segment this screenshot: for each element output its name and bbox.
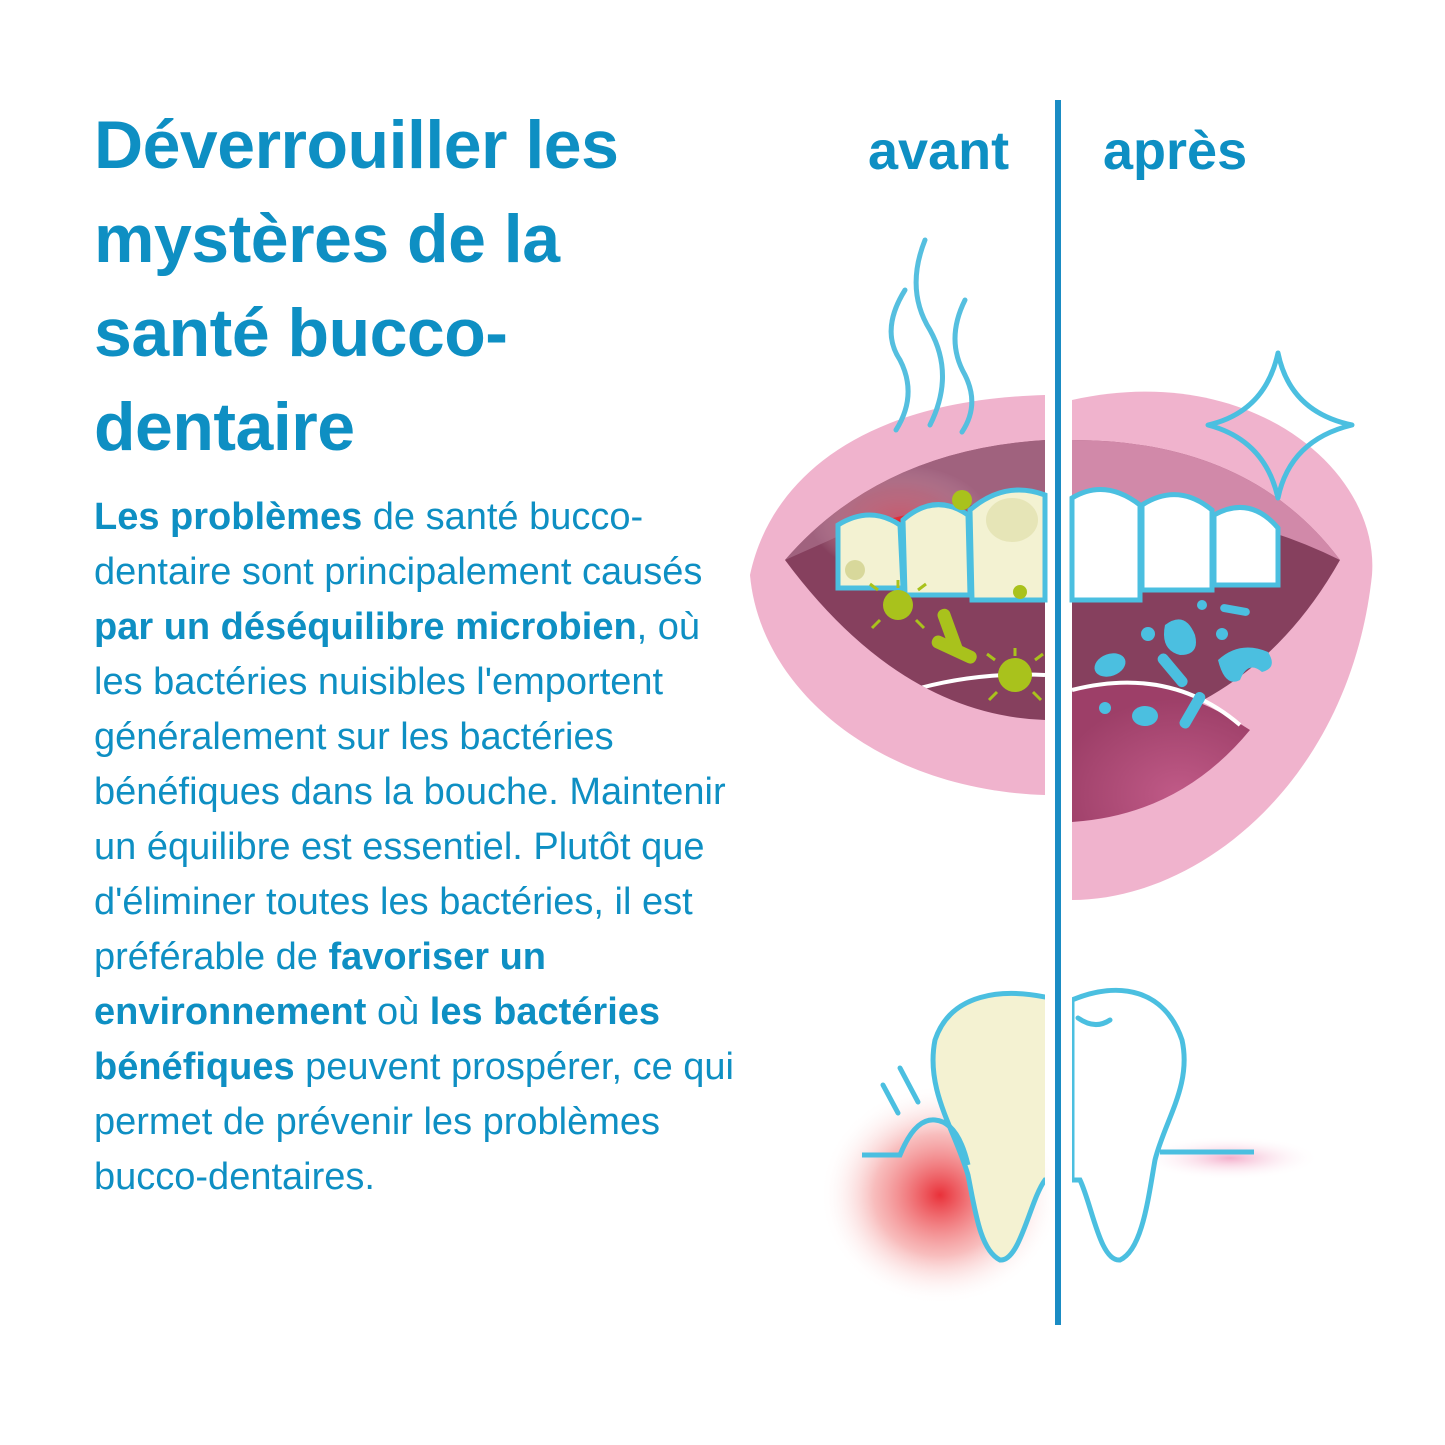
body-text-bold-5: favoriser un environnement [94, 936, 547, 1033]
good-bacteria-icon [1197, 600, 1207, 610]
page-title: Déverrouiller les mystères de la santé bucco-dentaire [94, 107, 619, 465]
good-bacteria-icon [1099, 702, 1111, 714]
after-teeth [1072, 489, 1278, 600]
tooth-icon [1072, 990, 1184, 1260]
before-tooth [838, 515, 903, 588]
before-tooth-gum [820, 993, 1060, 1305]
after-mouth [1072, 392, 1372, 900]
odor-lines-icon [891, 240, 972, 432]
body-text-8: peuvent prospérer, ce qui permet de prévenir les problèmes bucco-dentaires. [94, 1046, 735, 1198]
good-bacteria-icon [1132, 706, 1158, 726]
body-text-6: où [366, 991, 430, 1033]
good-bacteria-icon [1141, 627, 1155, 641]
after-tooth [1214, 507, 1278, 585]
after-label: après [1103, 121, 1248, 181]
before-tooth [903, 505, 970, 595]
before-label: avant [868, 121, 1010, 181]
after-tooth [1142, 495, 1212, 590]
body-text-4: , où les bactéries nuisibles l'emportent généralement sur les bactéries bénéfiques dans la bouche. Maintenir un équilibre est essentiel. Plutôt que d'éliminer toutes les bactéries, il est préférable de [94, 606, 726, 978]
after-tooth [1072, 489, 1140, 600]
body-text-bold-7: les bactéries bénéfiques [94, 991, 661, 1088]
good-bacteria-icon [1216, 628, 1228, 640]
body-text-bold-1: Les problèmes [94, 496, 363, 538]
body-text-2: de santé bucco-dentaire sont principalement causés [94, 496, 703, 593]
after-tooth-gum [1072, 990, 1320, 1260]
body-text-bold-3: par un déséquilibre microbien [94, 606, 637, 648]
